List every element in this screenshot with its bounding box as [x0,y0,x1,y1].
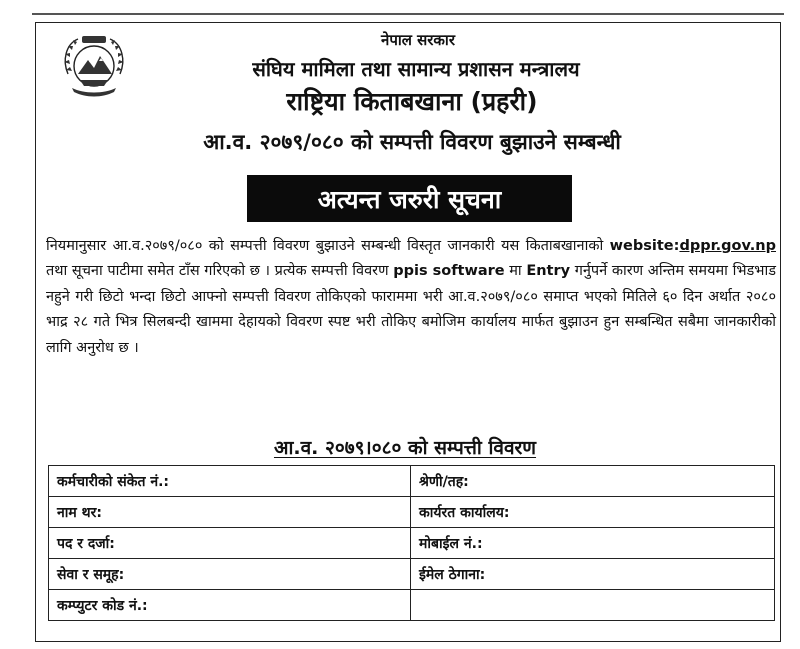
notice-subject: आ.व. २०७९/०८० को सम्पत्ती विवरण बुझाउने सम्बन्धी [203,130,621,154]
mobile-field: मोबाईल नं.: [411,528,775,559]
asset-details-form [48,465,775,621]
government-name: नेपाल सरकार [381,31,455,49]
notice-body [46,234,776,361]
website-label: website: [609,238,680,254]
name-field: नाम थर: [49,497,411,528]
service-group-field: सेवा र समूह: [49,559,411,590]
email-field: ईमेल ठेगाना: [411,559,775,590]
body-part-3: मा [504,263,527,280]
empty-cell [411,590,775,621]
office-name: राष्ट्रिया किताबखाना (प्रहरी) [286,87,538,116]
computer-code-field: कम्प्युटर कोड नं.: [49,590,411,621]
top-rule [32,13,784,15]
employee-code-field: कर्मचारीको संकेत नं.: [49,466,411,497]
table-row [49,466,775,497]
software-name: ppis software [393,263,505,280]
table-row [49,528,775,559]
entry-word: Entry [526,263,571,280]
body-part-2: तथा सूचना पाटीमा समेत टाँस गरिएको छ । प्रत्येक सम्पत्ती विवरण [46,263,394,280]
body-part-1: नियमानुसार आ.व.२०७९/०८० को सम्पत्ती विवरण बुझाउने सम्बन्धी विस्तृत जानकारी यस किताबखानाको [46,238,610,254]
urgent-notice-banner: अत्यन्त जरुरी सूचना [247,175,572,222]
form-title: आ.व. २०७९।०८० को सम्पत्ती विवरण [273,437,537,459]
table-row [49,590,775,621]
ministry-name: संघिय मामिला तथा सामान्य प्रशासन मन्त्रालय [252,57,580,81]
table-row [49,497,775,528]
table-row [49,559,775,590]
position-field: पद र दर्जा: [49,528,411,559]
form-title-wrap [0,434,800,460]
grade-level-field: श्रेणी/तह: [411,466,775,497]
body-part-4: गर्नुपर्ने कारण अन्तिम समयमा भिडभाड नहुने गरी छिटो भन्दा छिटो आफ्नो सम्पत्ती विवरण तोकिएको फाराममा भरी आ.व.२०७९/०८० समाप्त भएको मितिले ६० दिन अर्थात २०८० भाद्र २८ गते भित्र सिलबन्दी खाममा देहायको विवरण स्पष्ट भरी तोकिए बमोजिम कार्यालय मार्फत बुझाउन हुन सम्बन्धित सबैमा जानकारीको लागि अनुरोध छ । [46,263,776,356]
office-field: कार्यरत कार्यालय: [411,497,775,528]
website-link[interactable]: dppr.gov.np [679,238,776,254]
